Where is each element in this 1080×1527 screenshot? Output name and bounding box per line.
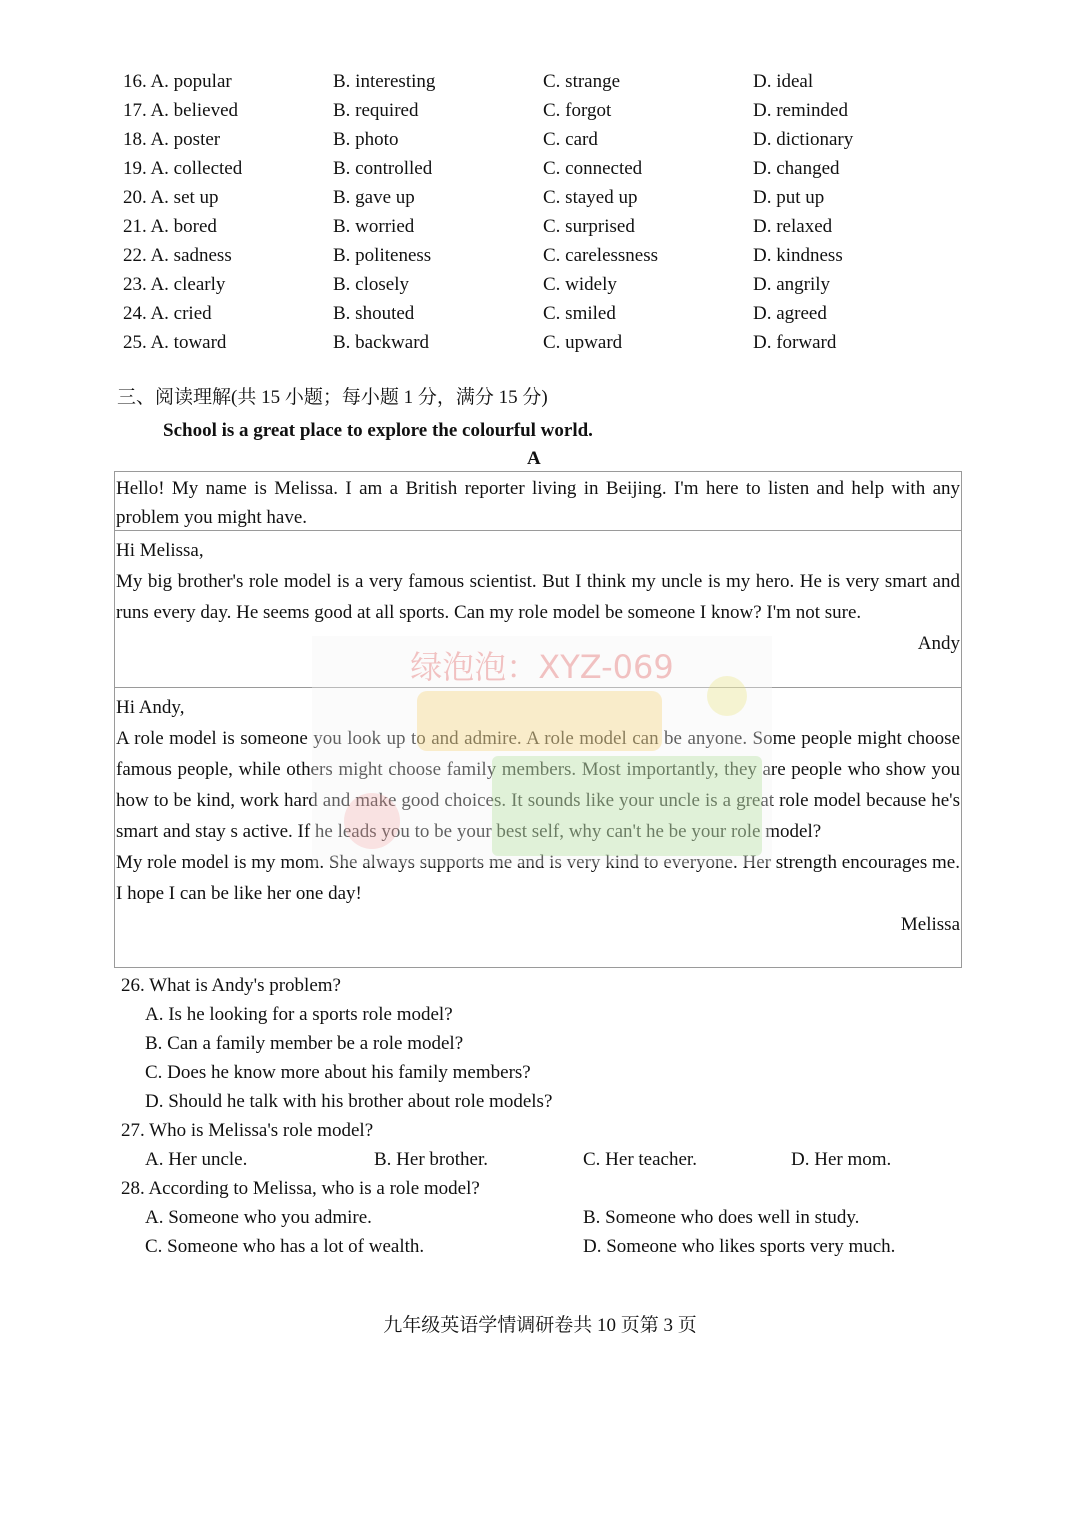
q27-stem: 27. Who is Melissa's role model? (121, 1120, 374, 1141)
q26-option-a: A. Is he looking for a sports role model? (145, 1004, 453, 1025)
intro-text: Hello! My name is Melissa. I am a British reporter living in Beijing. I'm here to listen and help with any problem you might have. (116, 478, 960, 528)
question-number: 24. (123, 303, 147, 324)
question-number: 22. (123, 245, 147, 266)
cloze-option-a (123, 96, 238, 125)
watermark-text: 绿泡泡：XYZ-069 (410, 648, 674, 686)
cloze-option-a (123, 154, 242, 183)
cloze-option-d: D. dictionary (753, 129, 854, 150)
option-text: A. cried (150, 303, 212, 324)
cloze-row (0, 328, 1080, 357)
cloze-option-b: B. photo (333, 129, 399, 150)
question-number: 16. (123, 71, 147, 92)
intro-box (114, 471, 962, 531)
cloze-option-b: B. gave up (333, 187, 415, 208)
cloze-option-d: D. angrily (753, 274, 831, 295)
cloze-option-b: B. required (333, 100, 419, 121)
cloze-row (0, 299, 1080, 328)
cloze-option-c: C. stayed up (543, 187, 638, 208)
cloze-option-c: C. connected (543, 158, 643, 179)
q26-option-c: C. Does he know more about his family members? (145, 1062, 531, 1083)
cloze-option-a (123, 299, 212, 328)
cloze-row (0, 270, 1080, 299)
cloze-option-b: B. shouted (333, 303, 415, 324)
q26-option-d: D. Should he talk with his brother about role models? (145, 1091, 553, 1112)
cloze-option-c: C. smiled (543, 303, 616, 324)
q28-stem: 28. According to Melissa, who is a role model? (121, 1178, 480, 1199)
option-text: A. believed (150, 100, 239, 121)
option-text: A. collected (150, 158, 243, 179)
andy-body: My big brother's role model is a very famous scientist. But I think my uncle is my hero. He is very smart and runs every day. He seems good at all sports. Can my role model be someone I know? I'm not sure. (116, 571, 960, 623)
option-text: A. set up (150, 187, 219, 208)
cloze-option-d: D. forward (753, 332, 837, 353)
q27-option-a: A. Her uncle. (145, 1149, 248, 1170)
melissa-body-1: A role model is someone you look up to and admire. A role model can be anyone. Some people might choose famous people, while others might choose family members. Most importantly, they are people who show you how to be kind, work hard and make good choices. It sounds like your uncle is a great role model because he's smart and stay s active. If he leads you to be your best self, why can't he be your role model? (116, 728, 960, 842)
cloze-option-b: B. politeness (333, 245, 432, 266)
cloze-option-a (123, 212, 217, 241)
q27-option-d: D. Her mom. (791, 1149, 892, 1170)
cloze-option-b: B. backward (333, 332, 430, 353)
cloze-row (0, 154, 1080, 183)
cloze-option-d: D. changed (753, 158, 840, 179)
question-number: 25. (123, 332, 147, 353)
question-number: 18. (123, 129, 147, 150)
q28-option-d: D. Someone who likes sports very much. (583, 1236, 896, 1257)
cloze-option-c: C. card (543, 129, 598, 150)
cloze-option-c: C. strange (543, 71, 621, 92)
q27-option-b: B. Her brother. (374, 1149, 488, 1170)
passage-label: A (527, 448, 541, 469)
melissa-letter-box (114, 687, 962, 968)
cloze-option-d: D. put up (753, 187, 825, 208)
cloze-row (0, 125, 1080, 154)
cloze-option-d: D. kindness (753, 245, 843, 266)
cloze-option-c: C. widely (543, 274, 617, 295)
option-text: A. bored (150, 216, 217, 237)
q28-option-c: C. Someone who has a lot of wealth. (145, 1236, 425, 1257)
section-heading: 三、阅读理解(共 15 小题；每小题 1 分，满分 15 分) (117, 387, 548, 408)
q28-option-b: B. Someone who does well in study. (583, 1207, 860, 1228)
cloze-option-a (123, 328, 226, 357)
cloze-row (0, 241, 1080, 270)
cloze-row (0, 183, 1080, 212)
option-text: A. toward (150, 332, 227, 353)
option-text: A. popular (150, 71, 232, 92)
q26-stem: 26. What is Andy's problem? (121, 975, 341, 996)
option-text: A. clearly (150, 274, 226, 295)
cloze-option-b: B. closely (333, 274, 409, 295)
cloze-option-a (123, 67, 232, 96)
cloze-option-b: B. controlled (333, 158, 433, 179)
cloze-option-d: D. relaxed (753, 216, 833, 237)
cloze-row (0, 212, 1080, 241)
cloze-option-a (123, 125, 220, 154)
cloze-option-a (123, 183, 219, 212)
cloze-option-b: B. interesting (333, 71, 436, 92)
page-footer: 九年级英语学情调研卷共 10 页第 3 页 (383, 1315, 697, 1336)
cloze-option-a (123, 241, 232, 270)
cloze-option-d: D. ideal (753, 71, 814, 92)
question-number: 23. (123, 274, 147, 295)
cloze-option-d: D. reminded (753, 100, 848, 121)
andy-letter-box (114, 530, 962, 688)
cloze-row (0, 96, 1080, 125)
q26-option-b: B. Can a family member be a role model? (145, 1033, 464, 1054)
cloze-option-a (123, 270, 225, 299)
cloze-option-d: D. agreed (753, 303, 827, 324)
question-number: 17. (123, 100, 147, 121)
cloze-option-c: C. surprised (543, 216, 635, 237)
option-text: A. poster (150, 129, 221, 150)
andy-greeting: Hi Melissa, (116, 540, 204, 561)
q27-option-c: C. Her teacher. (583, 1149, 697, 1170)
melissa-signature: Melissa (900, 914, 960, 935)
cloze-option-c: C. forgot (543, 100, 612, 121)
cloze-option-c: C. carelessness (543, 245, 659, 266)
option-text: A. sadness (150, 245, 232, 266)
q28-option-a: A. Someone who you admire. (145, 1207, 372, 1228)
cloze-option-b: B. worried (333, 216, 415, 237)
cloze-row (0, 67, 1080, 96)
question-number: 21. (123, 216, 147, 237)
melissa-greeting: Hi Andy, (116, 697, 185, 718)
question-number: 19. (123, 158, 147, 179)
cloze-option-c: C. upward (543, 332, 623, 353)
reading-title: School is a great place to explore the colourful world. (163, 420, 593, 441)
melissa-body-2: My role model is my mom. She always supports me and is very kind to everyone. Her strength encourages me. I hope I can be like her one day! (116, 852, 960, 904)
question-number: 20. (123, 187, 147, 208)
andy-signature: Andy (917, 633, 960, 654)
